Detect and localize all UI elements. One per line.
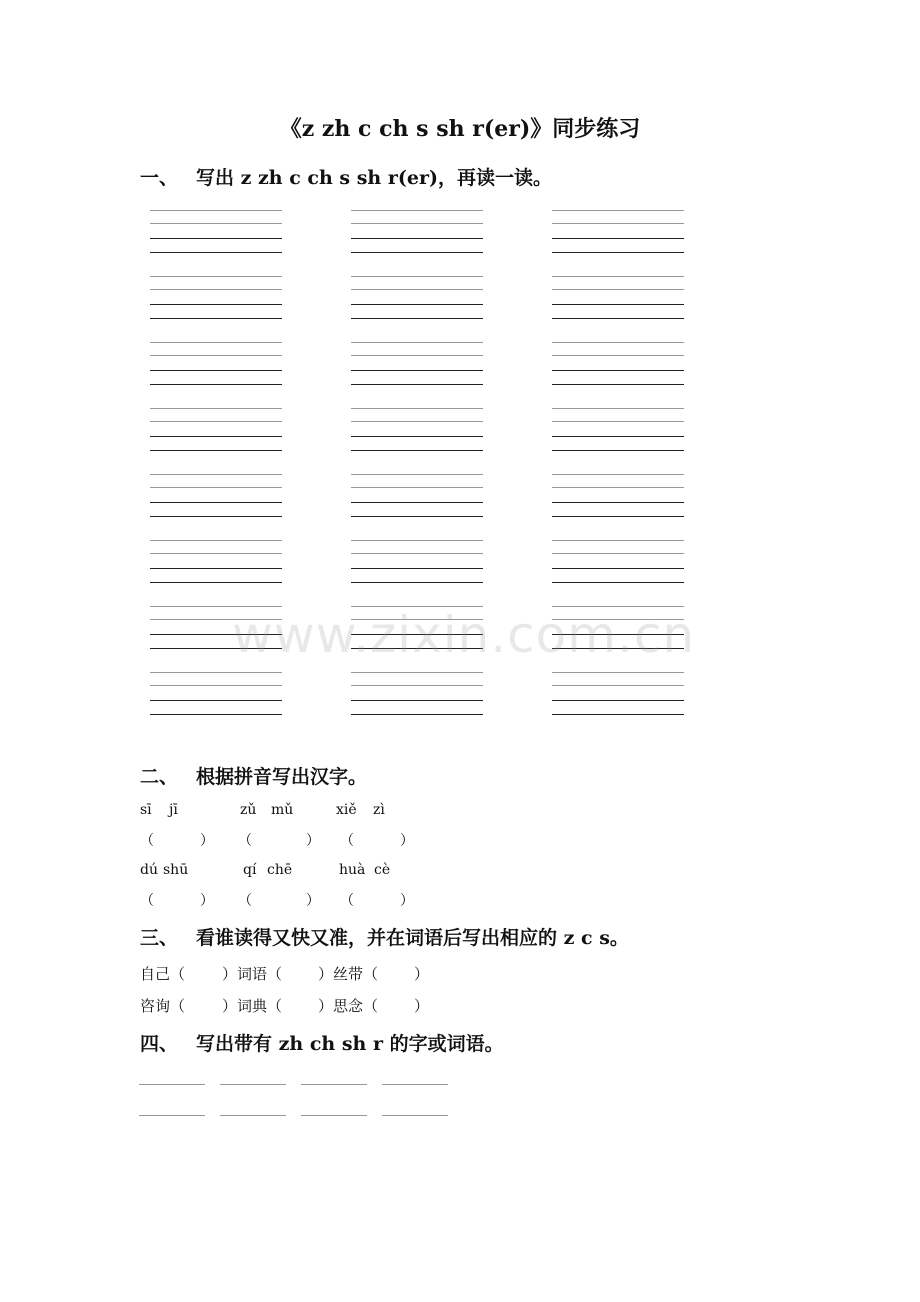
section-number: 一、 bbox=[140, 167, 179, 189]
writing-line bbox=[150, 421, 282, 422]
writing-line bbox=[150, 276, 282, 277]
writing-line bbox=[351, 355, 483, 356]
word-item: ）词典（ bbox=[222, 997, 283, 1015]
word-item: ）词语（ bbox=[222, 965, 283, 983]
writing-line bbox=[552, 516, 684, 517]
open-paren: （ bbox=[140, 893, 154, 909]
four-line-writing-grid bbox=[351, 408, 483, 452]
watermark: www.zixin.com.cn bbox=[232, 606, 696, 664]
four-line-writing-grid bbox=[351, 540, 483, 584]
writing-line bbox=[552, 223, 684, 224]
writing-line bbox=[150, 210, 282, 211]
writing-line bbox=[150, 540, 282, 541]
word-row bbox=[0, 995, 920, 1017]
four-line-writing-grid bbox=[552, 408, 684, 452]
close-paren: ） bbox=[306, 893, 320, 909]
writing-line bbox=[150, 502, 282, 503]
writing-line bbox=[150, 582, 282, 583]
word-item: ） bbox=[414, 965, 430, 983]
writing-line bbox=[351, 516, 483, 517]
four-line-writing-grid bbox=[351, 474, 483, 518]
writing-line bbox=[351, 421, 483, 422]
writing-line bbox=[552, 672, 684, 673]
word-item: ）丝带（ bbox=[318, 965, 379, 983]
open-paren: （ bbox=[140, 833, 154, 849]
four-line-writing-grid bbox=[552, 342, 684, 386]
writing-line bbox=[351, 223, 483, 224]
writing-line bbox=[351, 210, 483, 211]
writing-line bbox=[552, 502, 684, 503]
answer-blank bbox=[382, 1084, 448, 1085]
writing-line bbox=[552, 238, 684, 239]
writing-line bbox=[150, 672, 282, 673]
writing-line bbox=[552, 553, 684, 554]
writing-line bbox=[351, 672, 483, 673]
writing-line bbox=[552, 700, 684, 701]
writing-line bbox=[351, 714, 483, 715]
writing-line bbox=[351, 289, 483, 290]
answer-blank bbox=[301, 1084, 367, 1085]
writing-line bbox=[351, 540, 483, 541]
writing-line bbox=[552, 355, 684, 356]
pinyin-syllable: sī bbox=[140, 802, 152, 818]
open-paren: （ bbox=[238, 893, 252, 909]
answer-parentheses-row bbox=[0, 830, 920, 850]
writing-line bbox=[351, 252, 483, 253]
writing-line bbox=[552, 304, 684, 305]
writing-line bbox=[351, 553, 483, 554]
writing-line bbox=[552, 289, 684, 290]
writing-line bbox=[351, 370, 483, 371]
four-line-writing-grid bbox=[552, 672, 684, 716]
writing-line bbox=[552, 421, 684, 422]
answer-blank bbox=[382, 1115, 448, 1116]
word-item: ） bbox=[414, 997, 430, 1015]
four-line-writing-grid bbox=[552, 276, 684, 320]
section-text: 看谁读得又快又准，并在词语后写出相应的 z c s。 bbox=[196, 927, 629, 949]
section-number: 三、 bbox=[140, 927, 179, 949]
writing-line bbox=[552, 210, 684, 211]
close-paren: ） bbox=[400, 893, 414, 909]
writing-line bbox=[552, 370, 684, 371]
pinyin-syllable: cè bbox=[374, 862, 391, 878]
pinyin-syllable: huà bbox=[339, 862, 366, 878]
pinyin-syllable: shū bbox=[163, 862, 189, 878]
writing-line bbox=[351, 318, 483, 319]
writing-line bbox=[351, 502, 483, 503]
writing-line bbox=[150, 436, 282, 437]
writing-line bbox=[150, 384, 282, 385]
pinyin-syllable: xiě bbox=[336, 802, 357, 818]
writing-line bbox=[150, 289, 282, 290]
writing-line bbox=[351, 276, 483, 277]
writing-line bbox=[351, 685, 483, 686]
open-paren: （ bbox=[340, 833, 354, 849]
four-line-writing-grid bbox=[150, 408, 282, 452]
four-line-writing-grid bbox=[150, 672, 282, 716]
pinyin-syllable: chē bbox=[267, 862, 293, 878]
writing-line bbox=[552, 342, 684, 343]
writing-line bbox=[150, 370, 282, 371]
open-paren: （ bbox=[340, 893, 354, 909]
writing-line bbox=[150, 342, 282, 343]
writing-line bbox=[552, 474, 684, 475]
answer-blank bbox=[139, 1084, 205, 1085]
pinyin-syllable: zì bbox=[373, 802, 385, 818]
writing-line bbox=[351, 487, 483, 488]
writing-line bbox=[351, 238, 483, 239]
writing-line bbox=[150, 355, 282, 356]
writing-line bbox=[552, 540, 684, 541]
writing-line bbox=[150, 516, 282, 517]
writing-line bbox=[150, 252, 282, 253]
writing-line bbox=[552, 384, 684, 385]
four-line-writing-grid bbox=[150, 276, 282, 320]
writing-line bbox=[552, 276, 684, 277]
close-paren: ） bbox=[400, 833, 414, 849]
writing-line bbox=[552, 252, 684, 253]
four-line-writing-grid bbox=[552, 540, 684, 584]
four-line-writing-grid bbox=[351, 210, 483, 254]
section-text: 根据拼音写出汉字。 bbox=[196, 766, 368, 788]
writing-line bbox=[150, 700, 282, 701]
writing-line bbox=[351, 384, 483, 385]
four-line-writing-grid bbox=[150, 540, 282, 584]
word-item: ）思念（ bbox=[318, 997, 379, 1015]
answer-parentheses-row bbox=[0, 890, 920, 910]
writing-line bbox=[351, 474, 483, 475]
writing-line bbox=[351, 342, 483, 343]
writing-line bbox=[150, 223, 282, 224]
section-1-heading bbox=[140, 163, 552, 190]
writing-line bbox=[351, 582, 483, 583]
writing-line bbox=[150, 318, 282, 319]
section-text: 写出 z zh c ch s sh r(er)，再读一读。 bbox=[196, 167, 552, 189]
four-line-writing-grid bbox=[150, 342, 282, 386]
writing-line bbox=[150, 553, 282, 554]
word-row bbox=[0, 963, 920, 985]
answer-blank bbox=[301, 1115, 367, 1116]
word-item: 咨询（ bbox=[140, 997, 186, 1015]
four-line-writing-grid bbox=[150, 210, 282, 254]
writing-line bbox=[351, 304, 483, 305]
writing-line bbox=[552, 450, 684, 451]
four-line-writing-grid bbox=[351, 342, 483, 386]
answer-blank bbox=[139, 1115, 205, 1116]
writing-line bbox=[351, 568, 483, 569]
four-line-writing-grid bbox=[552, 474, 684, 518]
writing-line bbox=[150, 238, 282, 239]
writing-line bbox=[552, 582, 684, 583]
writing-line bbox=[552, 568, 684, 569]
writing-line bbox=[552, 318, 684, 319]
writing-line bbox=[351, 436, 483, 437]
section-2-heading bbox=[140, 762, 367, 789]
four-line-writing-grid bbox=[351, 672, 483, 716]
writing-line bbox=[150, 714, 282, 715]
section-number: 四、 bbox=[140, 1033, 179, 1055]
page-title: 《z zh c ch s sh r(er)》同步练习 bbox=[279, 116, 641, 142]
section-4-heading bbox=[140, 1029, 504, 1056]
writing-line bbox=[150, 304, 282, 305]
writing-line bbox=[351, 408, 483, 409]
pinyin-syllable: zǔ bbox=[240, 802, 257, 818]
writing-line bbox=[150, 474, 282, 475]
writing-line bbox=[351, 450, 483, 451]
writing-line bbox=[552, 436, 684, 437]
answer-blank bbox=[220, 1084, 286, 1085]
writing-line bbox=[552, 714, 684, 715]
pinyin-syllable: qí bbox=[243, 862, 257, 878]
writing-line bbox=[552, 685, 684, 686]
pinyin-syllable: mǔ bbox=[271, 802, 294, 818]
writing-line bbox=[150, 685, 282, 686]
four-line-writing-grid bbox=[351, 276, 483, 320]
pinyin-syllable: jī bbox=[169, 802, 178, 818]
section-number: 二、 bbox=[140, 766, 179, 788]
writing-line bbox=[150, 487, 282, 488]
writing-line bbox=[552, 487, 684, 488]
writing-line bbox=[552, 408, 684, 409]
section-3-heading bbox=[140, 923, 629, 950]
pinyin-syllable: dú bbox=[140, 862, 158, 878]
section-text: 写出带有 zh ch sh r 的字或词语。 bbox=[196, 1033, 504, 1055]
open-paren: （ bbox=[238, 833, 252, 849]
close-paren: ） bbox=[306, 833, 320, 849]
close-paren: ） bbox=[200, 833, 214, 849]
four-line-writing-grid bbox=[552, 210, 684, 254]
close-paren: ） bbox=[200, 893, 214, 909]
answer-blank bbox=[220, 1115, 286, 1116]
four-line-writing-grid bbox=[150, 474, 282, 518]
writing-line bbox=[351, 700, 483, 701]
word-item: 自己（ bbox=[140, 965, 186, 983]
writing-line bbox=[150, 568, 282, 569]
writing-line bbox=[150, 450, 282, 451]
writing-line bbox=[150, 408, 282, 409]
